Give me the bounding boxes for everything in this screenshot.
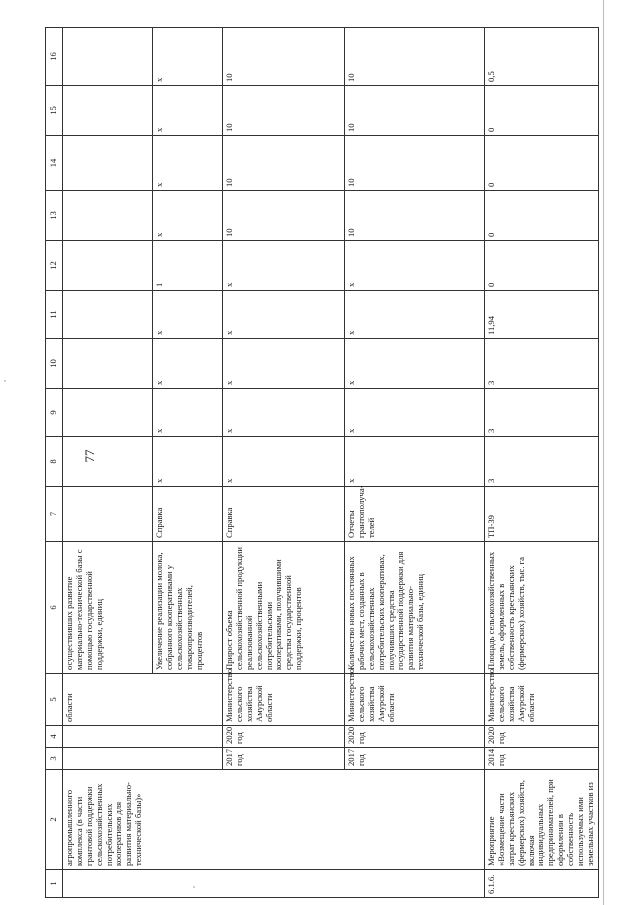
cell-value: x [153,86,223,136]
cell-value: 0 [485,86,599,136]
cell-indicator: Площадь сельскохозяйственных земель, оформленных в собственность крестьянских (фермерских) хозяйств, тыс. га [485,542,599,674]
cell-value: 11,94 [485,291,599,339]
cell-value: 1 [153,241,223,291]
cell-executor: Министерство сельского хозяйства Амурской области [345,674,485,726]
cell-value [63,339,153,389]
cell-value: x [223,291,345,339]
cell-value: x [345,291,485,339]
cell-value: x [223,339,345,389]
indicators-table [45,27,599,898]
cell-value: x [345,389,485,437]
cell-value [63,86,153,136]
cell-value: 10 [345,28,485,86]
col-header: 11 [46,291,63,339]
table-row [63,28,153,898]
cell-start-year: 2014 год [485,748,599,770]
cell-value: 0,5 [485,28,599,86]
col-header: 15 [46,86,63,136]
col-header: 10 [46,339,63,389]
cell-value: 10 [345,191,485,241]
cell-start-year [63,748,223,770]
col-header: 14 [46,136,63,191]
header-row [46,28,63,898]
cell-value: x [153,291,223,339]
cell-indicator: Увеличение реализации молока, собранного кооперативами у сельскохозяйственных товаропроизводителей, процентов [153,542,223,674]
cell-value: 0 [485,241,599,291]
cell-value: 3 [485,437,599,487]
cell-start-year: 2017 год [223,748,345,770]
cell-value: x [153,437,223,487]
col-header: 6 [46,542,63,674]
cell-end-year: 2020 год [223,726,345,748]
cell-indicator: Прирост объема сельскохозяйственной продукции реализованной сельскохозяйственными потребительскими кооперативами, получившими средства государственной поддержки, процентов [223,542,345,674]
cell-end-year: 2020 год [345,726,485,748]
page-number: 77 [82,449,97,463]
cell-value: 10 [345,136,485,191]
col-header: 13 [46,191,63,241]
cell-value: 10 [345,86,485,136]
col-header: 9 [46,389,63,437]
col-header: 16 [46,28,63,86]
cell-value [63,291,153,339]
cell-value [63,191,153,241]
cell-value: x [345,241,485,291]
cell-value: 10 [223,28,345,86]
cell-value [63,136,153,191]
cell-source: ТП-39 [485,487,599,542]
cell-value: x [153,191,223,241]
cell-value: 3 [485,389,599,437]
col-header: 2 [46,770,63,870]
cell-value: x [153,389,223,437]
cell-indicator: Количество новых постоянных рабочих мест, созданных в сельскохозяйственных потребительских кооперативах, получивших средства государственной поддержки для развития материально-технической базы, единиц [345,542,485,674]
col-header: 1 [46,870,63,898]
cell-value: 10 [223,86,345,136]
col-header: 12 [46,241,63,291]
cell-value [63,437,153,487]
col-header: 5 [46,674,63,726]
cell-measure-name: агропромышленного комплекса (в части грантовой поддержки сельскохозяйственных потребительских кооперативов для развития материально-технической базы)» [63,770,485,870]
cell-value: x [223,389,345,437]
cell-executor: области [63,674,223,726]
cell-value: 0 [485,191,599,241]
cell-executor: Министерство сельского хозяйства Амурской области [485,674,599,726]
cell-value [63,241,153,291]
table-row [485,28,599,898]
cell-indicator: осуществивших развитие материально-технической базы с помощью государственной поддержки, единиц [63,542,153,674]
table-row [223,28,345,898]
cell-value: x [345,437,485,487]
cell-item-number: 6.1.6. [485,870,599,898]
cell-source: Справка [153,487,223,542]
cell-value: x [223,241,345,291]
col-header: 8 [46,437,63,487]
cell-value: x [153,28,223,86]
col-header: 4 [46,726,63,748]
cell-measure-name: Мероприятие «Возмещение части затрат крестьянских (фермерских) хозяйств, включая индивидуальных предпринимателей, при оформлении в собственность используемых ими земельных участков из [485,770,599,870]
cell-source: Справка [223,487,345,542]
cell-start-year: 2017 год [345,748,485,770]
cell-end-year [63,726,223,748]
cell-value: 10 [223,136,345,191]
table-row [345,28,485,898]
cell-end-year: 2020 год [485,726,599,748]
cell-value [63,28,153,86]
cell-value: x [223,437,345,487]
cell-value: x [345,339,485,389]
scan-edge-line [603,0,604,905]
cell-value: x [153,339,223,389]
rotated-table-container [45,30,595,898]
cell-value: 10 [223,191,345,241]
cell-item-number [63,870,485,898]
col-header: 3 [46,748,63,770]
cell-source [63,487,153,542]
scan-speck [4,380,6,382]
cell-value: 3 [485,339,599,389]
cell-value: x [153,136,223,191]
cell-value: 0 [485,136,599,191]
cell-source: Отчеты грантополуча-телей [345,487,485,542]
cell-value [63,389,153,437]
col-header: 7 [46,487,63,542]
cell-executor: Министерство сельского хозяйства Амурской области [223,674,345,726]
